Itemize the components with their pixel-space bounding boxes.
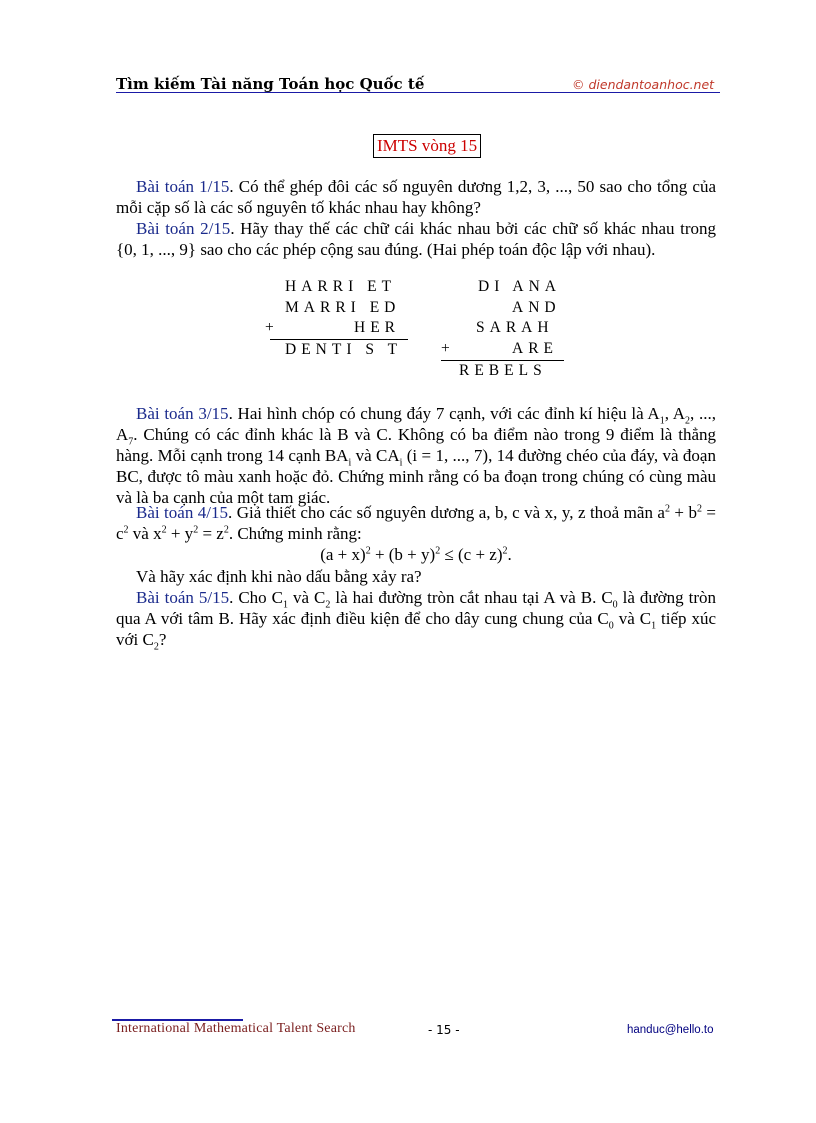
subscript: 7	[128, 436, 134, 448]
problem-4-text: = c	[116, 503, 716, 543]
problem-2-text: . Hãy thay thế các chữ cái khác nhau bởi các chữ số khác nhau trong {0, 1, ..., 9} sao cho các phép cộng sau đúng. (Hai phép toán độc lập với nhau).	[116, 219, 717, 259]
subscript: 1	[283, 599, 289, 611]
problem-4	[116, 502, 716, 544]
problem-3-name: Bài toán 3/15	[136, 404, 229, 423]
problem-3-text: , ..., A	[116, 404, 717, 444]
problem-4-text: + y	[166, 524, 194, 543]
problem-4-text: và x	[128, 524, 162, 543]
formula-part: (a + x)	[320, 545, 366, 564]
subscript: 2	[325, 599, 331, 611]
subscript: i	[348, 457, 352, 469]
subscript: 2	[153, 641, 159, 653]
problem-4-name: Bài toán 4/15	[136, 503, 229, 522]
header-site: © diendantoanhoc.net	[572, 77, 715, 92]
problem-3-text: (i = 1, ..., 7), 14 đường chéo của đáy, và đoạn BC, được tô màu xanh hoặc đỏ. Chứng minh rằng có ba đoạn trong chúng có cùng màu và là ba cạnh của một tam giác.	[116, 446, 716, 507]
problem-4-text: . Chứng minh rằng:	[228, 524, 362, 543]
puzzle-right-line4: ARE	[512, 340, 558, 357]
superscript: 2	[161, 524, 167, 536]
problem-3	[116, 403, 716, 508]
puzzle-left-sum-rule	[270, 339, 408, 340]
page-number: - 15 -	[428, 1023, 460, 1037]
problem-3-text: và CA	[351, 446, 400, 465]
problem-5-text: tiếp xúc với C	[116, 609, 716, 649]
puzzle-left-plus: +	[265, 319, 279, 336]
problem-2-name: Bài toán 2/15	[136, 219, 231, 238]
problem-5-text: ?	[158, 630, 167, 649]
problem-2	[116, 218, 716, 260]
problem-5-name: Bài toán 5/15	[136, 588, 230, 607]
superscript: 2	[664, 503, 670, 515]
problem-4-text: + b	[669, 503, 697, 522]
subscript: 0	[612, 599, 618, 611]
superscript: 2	[435, 545, 441, 557]
formula-part: ≤ (c + z)	[440, 545, 503, 564]
puzzle-left-line3: HER	[354, 319, 400, 336]
subscript: 1	[651, 620, 657, 632]
puzzle-left-line2: MARRI ED	[285, 299, 401, 316]
problem-4-followup	[116, 566, 716, 587]
problem-4-text: . Giả thiết cho các số nguyên dương a, b, c và x, y, z thoả mãn a	[228, 503, 665, 522]
puzzle-right-plus: +	[441, 340, 455, 357]
problem-1	[116, 176, 716, 218]
formula-part: + (b + y)	[370, 545, 436, 564]
problem-5-text: là hai đường tròn cắt nhau tại A và B. C	[330, 588, 613, 607]
puzzle-right-sum-rule	[441, 360, 564, 361]
puzzle-left-result: DENTI S T	[285, 341, 403, 358]
footer-left-text: International Mathematical Talent Search	[116, 1021, 356, 1036]
superscript: 2	[193, 524, 199, 536]
problem-3-text: , A	[664, 404, 686, 423]
problem-5-text: và C	[288, 588, 326, 607]
superscript: 2	[696, 503, 702, 515]
subscript: 1	[659, 415, 665, 427]
superscript: 2	[123, 524, 129, 536]
problem-1-name: Bài toán 1/15	[136, 177, 230, 196]
puzzle-left-line1: HARRI ET	[285, 278, 397, 295]
superscript: 2	[365, 545, 371, 557]
puzzle-right-result: REBELS	[459, 362, 547, 379]
problem-5	[116, 587, 716, 653]
header-rule	[116, 92, 720, 93]
puzzle-right-line1: DI ANA	[478, 278, 561, 295]
header-title: Tìm kiếm Tài năng Toán học Quốc tế	[116, 75, 425, 93]
problem-5-text: . Cho C	[229, 588, 284, 607]
problem-4-formula	[116, 545, 716, 565]
subscript: 2	[685, 415, 691, 427]
puzzle-right-line2: AND	[512, 299, 561, 316]
superscript: 2	[502, 545, 508, 557]
superscript: 2	[223, 524, 229, 536]
subscript: 0	[608, 620, 614, 632]
formula-part: .	[507, 545, 512, 564]
subscript: i	[399, 457, 403, 469]
section-title: IMTS vòng 15	[373, 134, 481, 158]
problem-1-text: . Có thể ghép đôi các số nguyên dương 1,2, 3, ..., 50 sao cho tổng của mỗi cặp số là các số nguyên tố khác nhau hay không?	[116, 177, 716, 217]
problem-4-followup-text: Và hãy xác định khi nào dấu bằng xảy ra?	[136, 567, 422, 586]
problem-5-text: là đường tròn qua A với tâm B. Hãy xác định điều kiện để cho dây cung chung của C	[116, 588, 716, 628]
problem-4-text: = z	[198, 524, 224, 543]
footer-email: handuc@hello.to	[627, 1024, 714, 1036]
problem-3-text: . Hai hình chóp có chung đáy 7 cạnh, với các đỉnh kí hiệu là A	[228, 404, 660, 423]
puzzle-right-line3: SARAH	[476, 319, 554, 336]
problem-5-text: và C	[613, 609, 652, 628]
problem-3-text: . Chúng có các đỉnh khác là B và C. Không có ba điểm nào trong 9 điểm là thẳng hàng. Mỗi cạnh trong 14 cạnh BA	[116, 425, 716, 465]
